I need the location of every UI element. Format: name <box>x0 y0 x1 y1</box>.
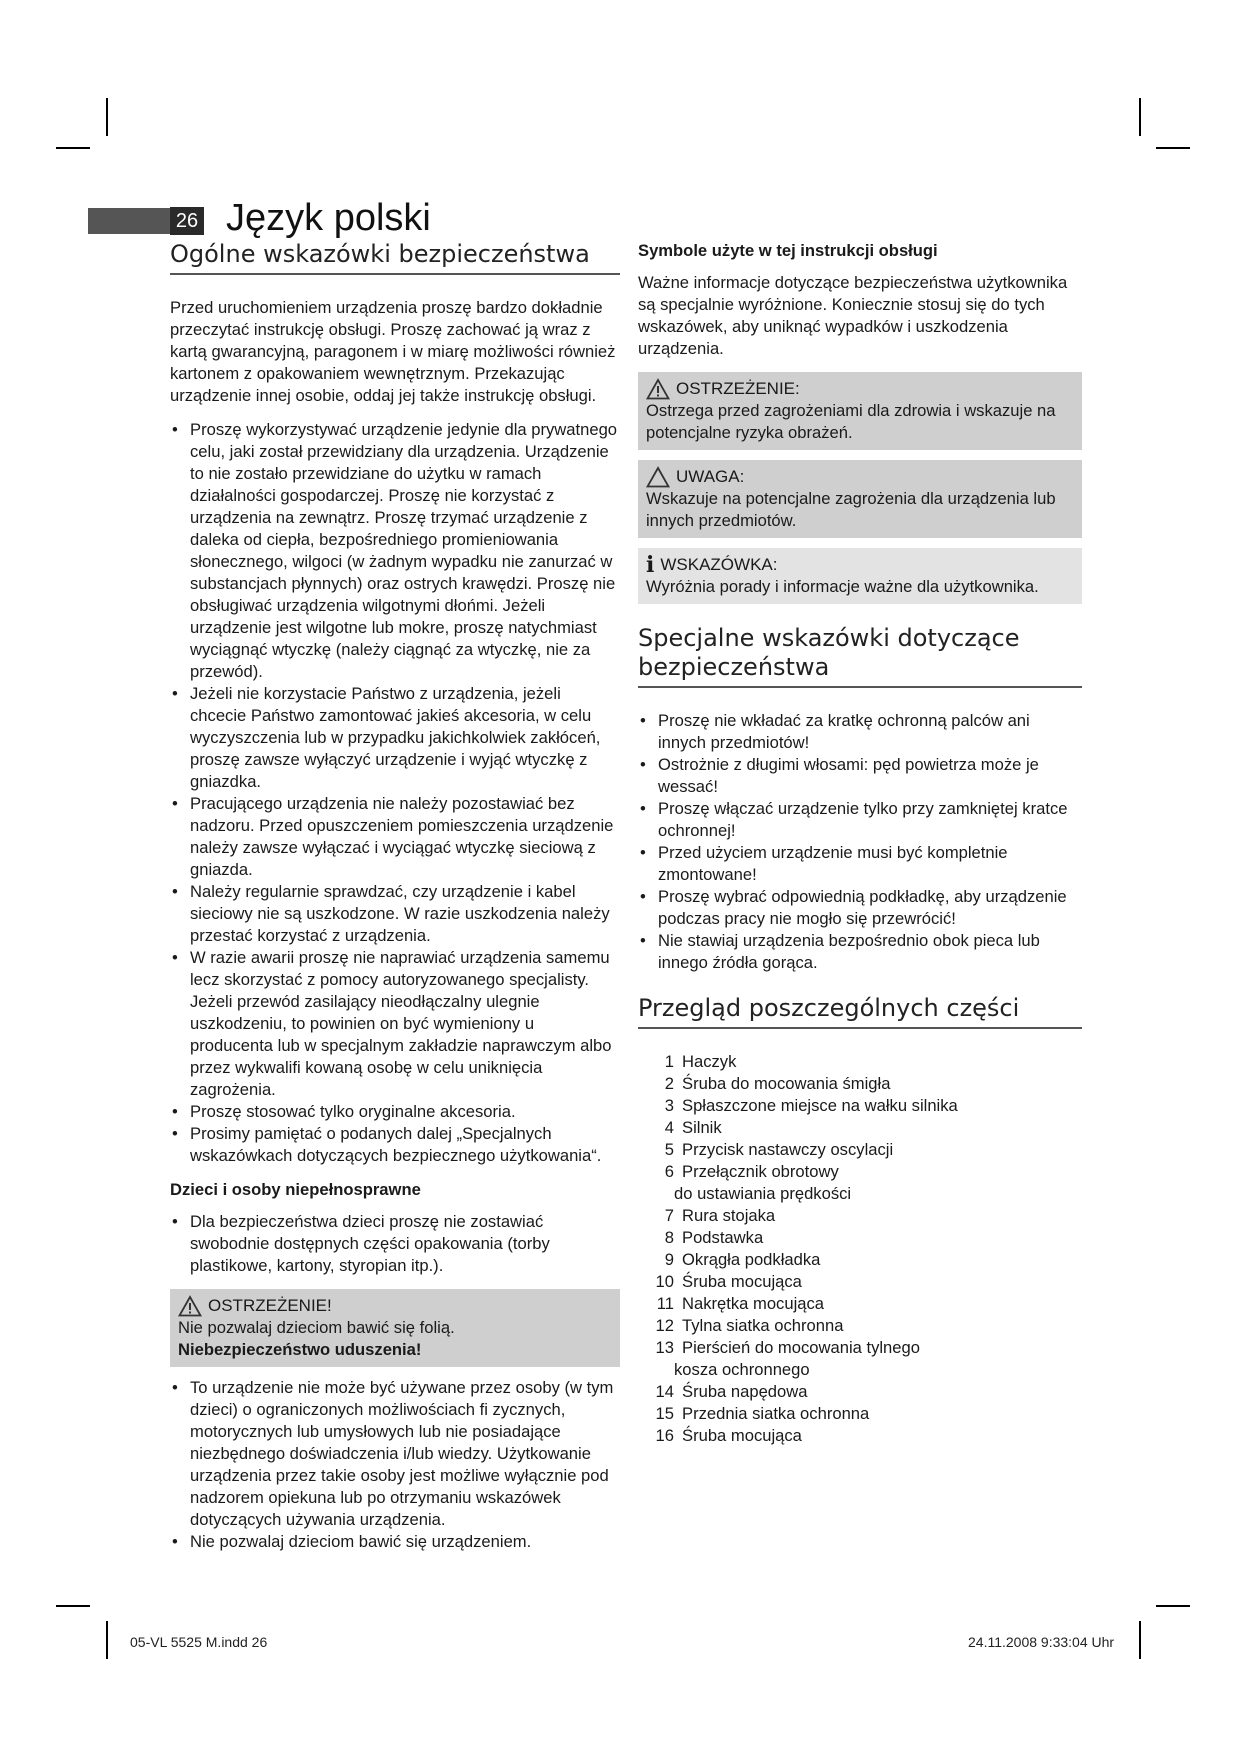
list-item: • To urządzenie nie może być używane przez osoby (w tym dzieci) o ograniczonych możliwościach fi zycznych, motorycznych lub umysłowych lub nie posiadające niezbędnego doświadczenia i/lub wiedzy. Użytkowanie urządzenia przez takie osoby jest możliwe wyłącznie pod nadzorem opiekuna lub po otrzymaniu wskazówek dotyczących używania urządzenia. <box>170 1377 620 1531</box>
list-item: 12 Tylna siatka ochronna <box>655 1316 844 1335</box>
language-title: Język polski <box>226 197 431 239</box>
warning-triangle-icon <box>646 378 670 400</box>
intro-paragraph: Przed uruchomieniem urządzenia proszę bardzo dokładnie przeczytać instrukcję obsługi. Proszę zachować ją wraz z kartą gwarancyjną, paragonem i w miarę możliwości również kartonem z opakowaniem wewnętrznym. Przekazując urządzenie innej osobie, oddaj jej także instrukcję obsługi. <box>170 298 616 405</box>
list-item: 16 Śruba mocująca <box>655 1426 802 1445</box>
list-item: • Nie stawiaj urządzenia bezpośrednio obok pieca lub innego źródła gorąca. <box>638 930 1082 974</box>
list-item: • W razie awarii proszę nie naprawiać urządzenia samemu lecz skorzystać z pomocy autoryzowanego specjalisty. Jeżeli przewód zasilający nieodłączalny ulegnie uszkodzeniu, to powinien on być wymieniony u producenta lub w specjalnym zakładzie naprawczym albo przez wykwalifi kowaną osobę w celu uniknięcia zagrożenia. <box>170 947 620 1101</box>
crop-mark <box>1156 147 1190 149</box>
info-icon: i <box>646 552 655 578</box>
list-item: • Dla bezpieczeństwa dzieci proszę nie zostawiać swobodnie dostępnych części opakowania (torby plastikowe, kartony, styropian itp.). <box>170 1211 620 1277</box>
crop-mark <box>1139 98 1141 136</box>
notice-hint-box <box>638 548 1082 604</box>
children-warning-box <box>170 1289 620 1367</box>
warning-triangle-icon <box>178 1295 202 1317</box>
crop-mark <box>106 1621 108 1659</box>
notice-label: WSKAZÓWKA: <box>660 555 778 574</box>
list-item: • Prosimy pamiętać o podanych dalej „Specjalnych wskazówkach dotyczących bezpiecznego użytkowania“. <box>170 1123 620 1167</box>
list-item: • Należy regularnie sprawdzać, czy urządzenie i kabel sieciowy nie są uszkodzone. W razie uszkodzenia należy przestać korzystać z urządzenia. <box>170 881 620 947</box>
list-item: 4 Silnik <box>664 1118 722 1137</box>
list-item: 11 Nakrętka mocująca <box>656 1294 825 1313</box>
general-safety-list <box>170 419 620 1167</box>
list-item-continuation: kosza ochronnego <box>674 1360 810 1379</box>
list-item: 9 Okrągła podkładka <box>664 1250 821 1269</box>
parts-overview-title: Przegląd poszczególnych części <box>638 994 1082 1029</box>
list-item: 7 Rura stojaka <box>664 1206 776 1225</box>
notice-text: Wyróżnia porady i informacje ważne dla użytkownika. <box>646 577 1039 596</box>
list-item: • Nie pozwalaj dzieciom bawić się urządzeniem. <box>170 1531 620 1553</box>
symbols-heading: Symbole użyte w tej instrukcji obsługi <box>638 241 938 260</box>
list-item: • Proszę wykorzystywać urządzenie jedynie dla prywatnego celu, jaki został przewidziany dla urządzenia. Urządzenie to nie zostało przewidziane do użytku w ramach działalności gospodarczej. Proszę nie korzystać z urządzenia na zewnątrz. Proszę trzymać urządzenie z daleka od ciepła, bezpośredniego promieniowania słonecznego, wilgoci (w żadnym wypadku nie zanurzać w substancjach płynnych) oraz ostrych krawędzi. Proszę nie obsługiwać urządzenia wilgotnymi dłońmi. Jeżeli urządzenie jest wilgotne lub mokre, proszę natychmiast wyciągnąć wtyczkę (należy ciągnąć za wtyczkę, nie za przewód). <box>170 419 620 683</box>
notice-label: UWAGA: <box>676 467 745 486</box>
footer-file: 05-VL 5525 M.indd 26 <box>130 1634 268 1650</box>
list-item: • Proszę nie wkładać za kratkę ochronną palców ani innych przedmiotów! <box>638 710 1082 754</box>
list-item: • Proszę stosować tylko oryginalne akcesoria. <box>170 1101 620 1123</box>
special-safety-list <box>638 710 1082 974</box>
list-item: 5 Przycisk nastawczy oscylacji <box>664 1140 894 1159</box>
general-safety-title: Ogólne wskazówki bezpieczeństwa <box>170 240 620 275</box>
list-item: 8 Podstawka <box>664 1228 764 1247</box>
list-item: 14 Śruba napędowa <box>655 1382 808 1401</box>
notice-label: OSTRZEŻENIE: <box>676 379 800 398</box>
list-item: 13 Pierścień do mocowania tylnego <box>655 1338 920 1357</box>
warning-line: Nie pozwalaj dzieciom bawić się folią. <box>178 1318 455 1337</box>
list-item: 15 Przednia siatka ochronna <box>655 1404 870 1423</box>
crop-mark <box>1139 1621 1141 1659</box>
children-list <box>170 1211 620 1277</box>
warning-label: OSTRZEŻENIE! <box>208 1296 332 1315</box>
children-list-continued <box>170 1377 620 1553</box>
list-item: • Przed użyciem urządzenie musi być kompletnie zmontowane! <box>638 842 1082 886</box>
footer-timestamp: 24.11.2008 9:33:04 Uhr <box>968 1634 1115 1650</box>
list-item: 1 Haczyk <box>664 1052 737 1071</box>
list-item: • Pracującego urządzenia nie należy pozostawiać bez nadzoru. Przed opuszczeniem pomieszczenia urządzenie należy zawsze wyłączać i wyciągać wtyczkę sieciową z gniazda. <box>170 793 620 881</box>
page-number: 26 <box>170 207 204 235</box>
symbols-intro: Ważne informacje dotyczące bezpieczeństwa użytkownika są specjalnie wyróżnione. Koniecznie stosuj się do tych wskazówek, aby uniknąć wypadków i uszkodzenia urządzenia. <box>638 273 1068 358</box>
special-safety-title: Specjalne wskazówki dotyczące bezpieczeństwa <box>638 624 1082 688</box>
list-item: • Jeżeli nie korzystacie Państwo z urządzenia, jeżeli chcecie Państwo zamontować jakieś akcesoria, w celu wyczyszczenia lub w przypadku jakichkolwiek zakłóceń, proszę zawsze wyłączyć urządzenie i wyjąć wtyczkę z gniazdka. <box>170 683 620 793</box>
list-item-continuation: do ustawiania prędkości <box>674 1184 852 1203</box>
notice-warning-box <box>638 372 1082 450</box>
list-item: • Proszę wybrać odpowiednią podkładkę, aby urządzenie podczas pracy nie mogło się przewrócić! <box>638 886 1082 930</box>
list-item: 6 Przełącznik obrotowy <box>664 1162 839 1181</box>
list-item: • Ostrożnie z długimi włosami: pęd powietrza może je wessać! <box>638 754 1082 798</box>
right-column <box>638 240 1082 1447</box>
notice-text: Ostrzega przed zagrożeniami dla zdrowia i wskazuje na potencjalne ryzyka obrażeń. <box>646 401 1056 442</box>
list-item: 3 Spłaszczone miejsce na wałku silnika <box>664 1096 958 1115</box>
parts-list <box>648 1051 1082 1447</box>
list-item: 10 Śruba mocująca <box>655 1272 802 1291</box>
crop-mark <box>106 98 108 136</box>
list-item: • Proszę włączać urządzenie tylko przy zamkniętej kratce ochronnej! <box>638 798 1082 842</box>
warning-line-bold: Niebezpieczeństwo uduszenia! <box>178 1340 422 1359</box>
caution-triangle-icon <box>646 466 670 488</box>
crop-mark <box>1156 1605 1190 1607</box>
notice-caution-box <box>638 460 1082 538</box>
crop-mark <box>56 147 90 149</box>
children-heading: Dzieci i osoby niepełnosprawne <box>170 1180 421 1199</box>
list-item: 2 Śruba do mocowania śmigła <box>664 1074 891 1093</box>
left-column <box>170 240 620 1565</box>
crop-mark <box>56 1605 90 1607</box>
notice-text: Wskazuje na potencjalne zagrożenia dla urządzenia lub innych przedmiotów. <box>646 489 1056 530</box>
